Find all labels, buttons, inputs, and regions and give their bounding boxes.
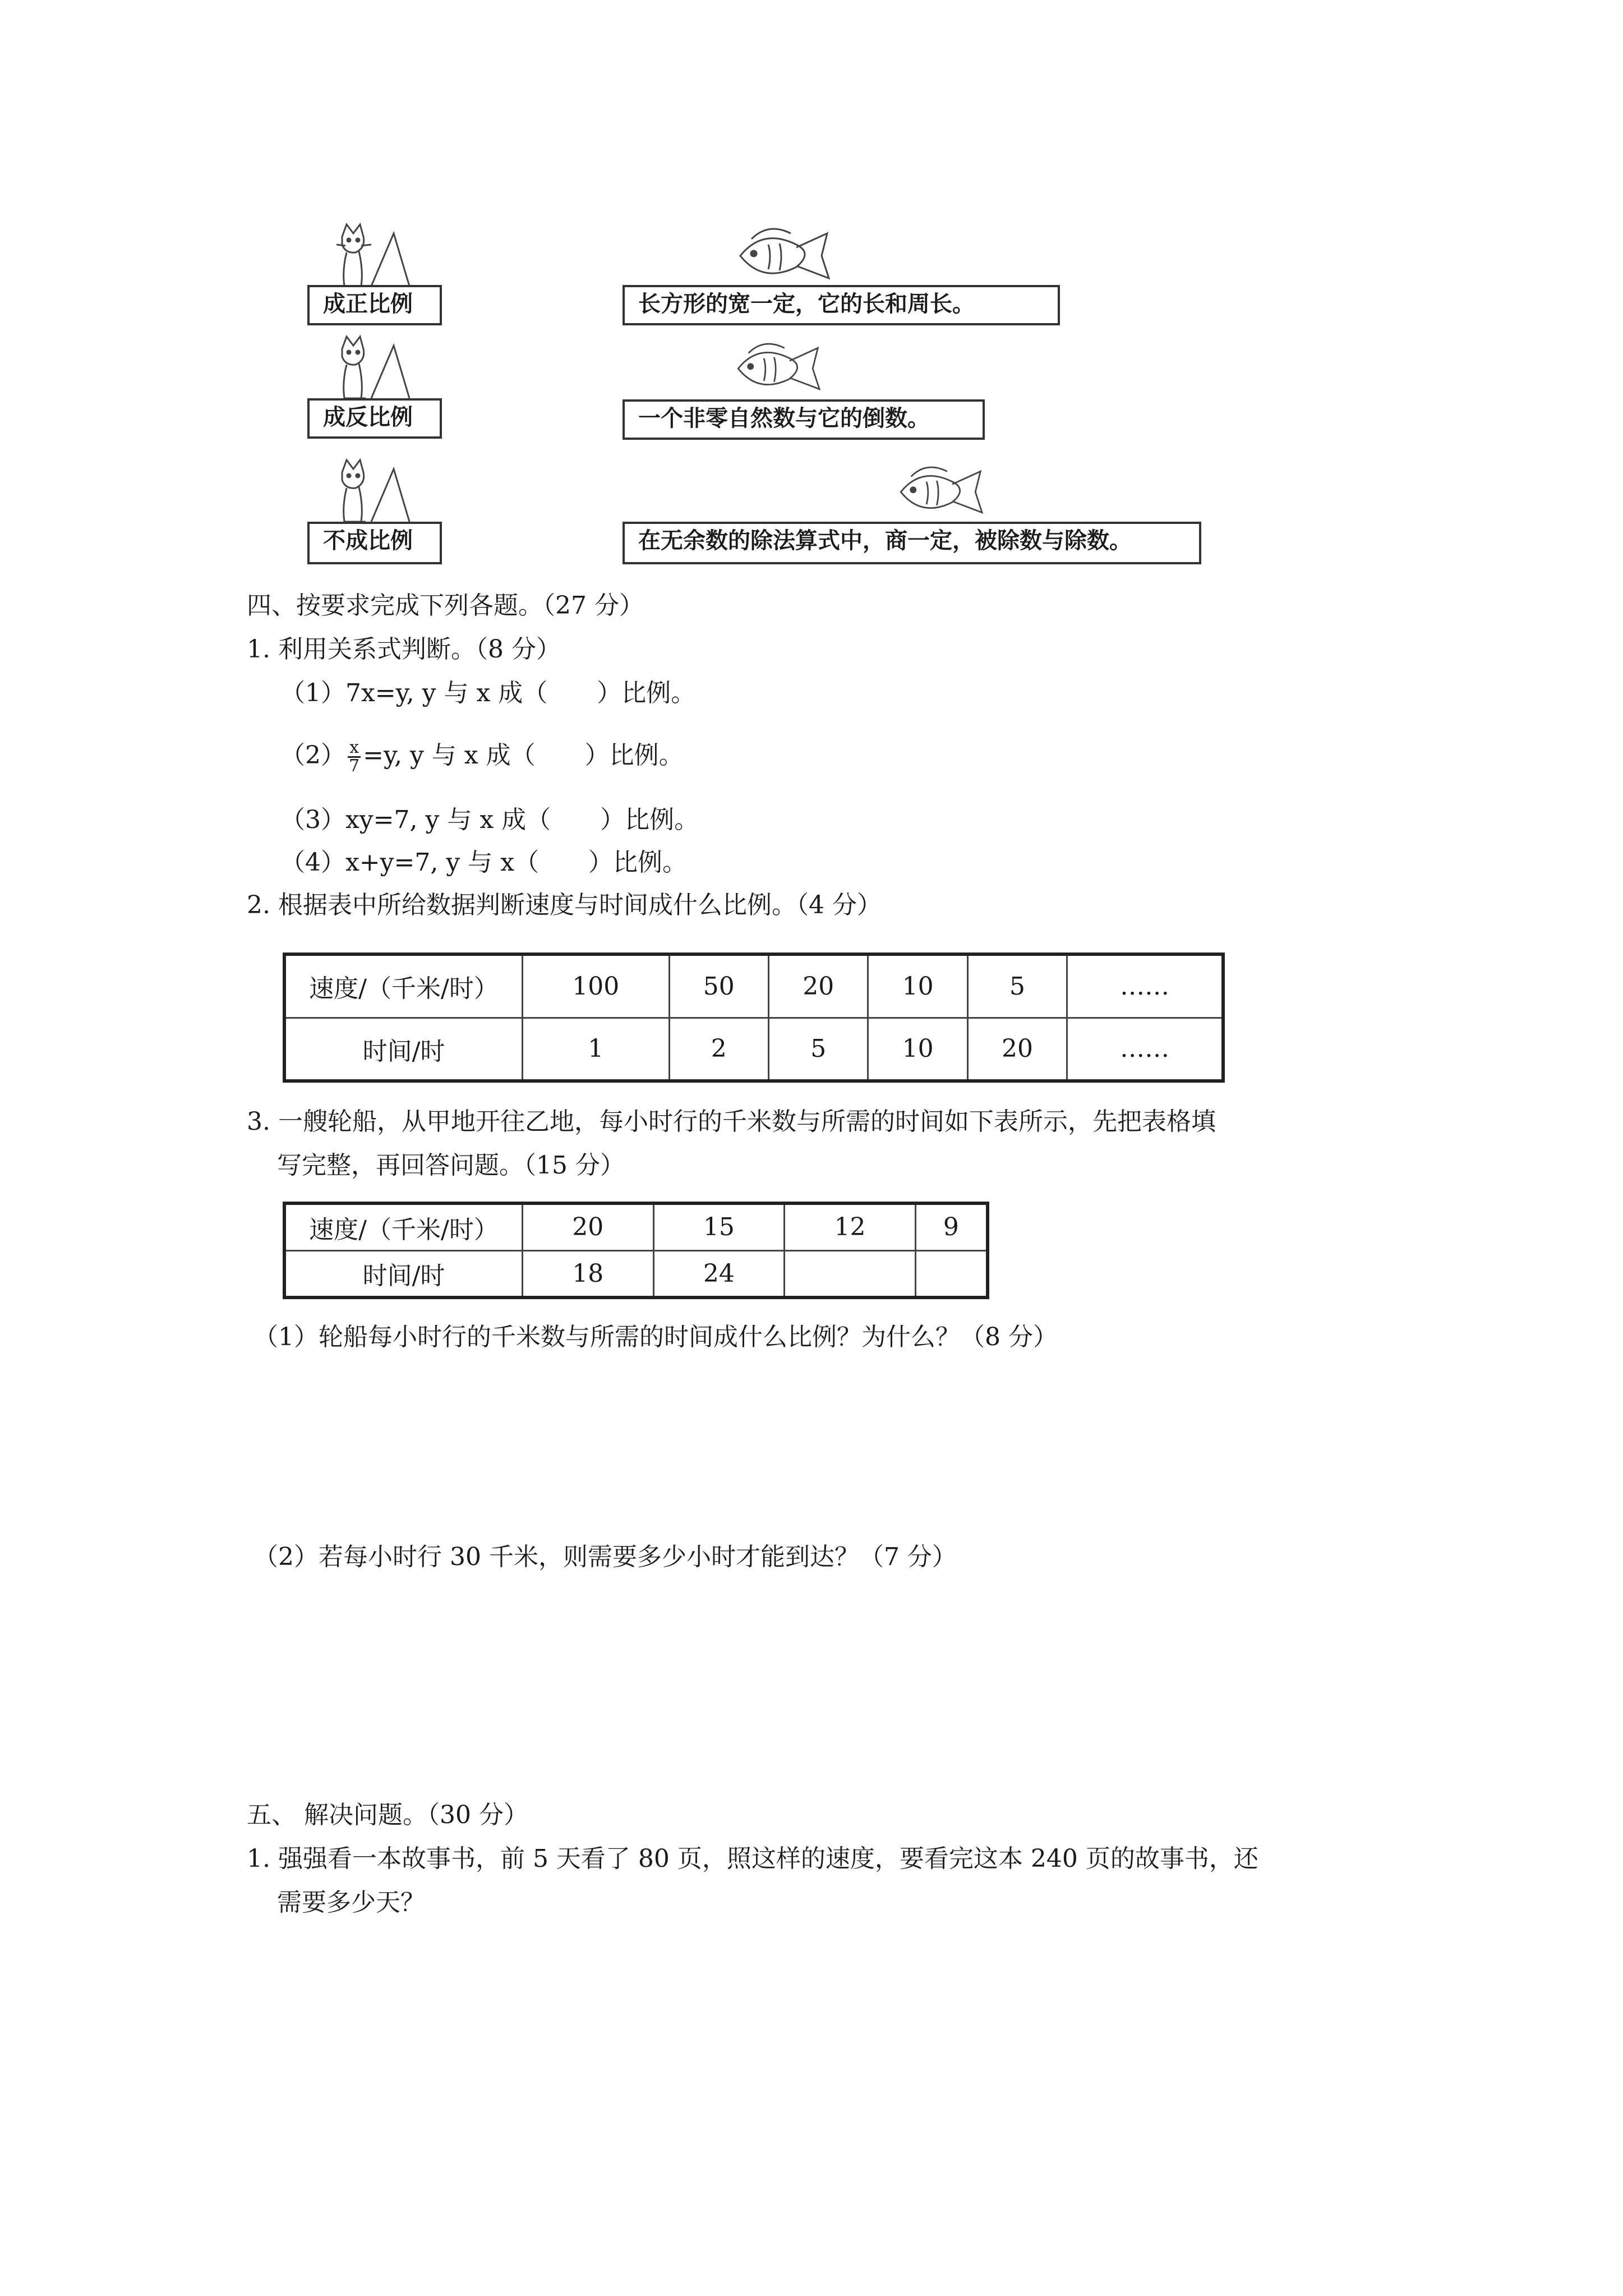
cat-icon (331, 332, 415, 399)
cat-icon (331, 455, 415, 523)
q3-speed-cell: 12 (785, 1203, 916, 1250)
q2-table (283, 953, 1225, 1083)
fish-icon (723, 338, 830, 399)
fish-icon (886, 461, 993, 523)
q1-item-2-text: =y, y 与 x 成（ ）比例。 (363, 741, 684, 770)
q2-time-cell: …… (1067, 1018, 1223, 1081)
q1-item-2 (280, 739, 684, 775)
q3-time-cell-blank[interactable] (915, 1250, 988, 1297)
section5-heading: 五、 解决问题。（30 分） (247, 1801, 528, 1829)
q2-time-cell: 5 (769, 1018, 868, 1081)
q2-row2-label: 时间/时 (284, 1018, 523, 1081)
q1-item-3: （3）xy=7, y 与 x 成（ ）比例。 (280, 806, 699, 834)
match-left-box-1: 成正比例 (307, 285, 442, 325)
q3-row1-label: 速度/（千米/时） (284, 1203, 523, 1250)
q2-time-cell: 1 (523, 1018, 670, 1081)
q2-speed-cell: 10 (868, 954, 967, 1018)
q3-sub2: （2）若每小时行 30 千米，则需要多少小时才能到达？（7 分） (253, 1543, 957, 1571)
q3-sub1: （1）轮船每小时行的千米数与所需的时间成什么比例？为什么？（8 分） (253, 1323, 1058, 1351)
cat-icon (331, 220, 415, 287)
section4-heading: 四、按要求完成下列各题。（27 分） (247, 591, 644, 620)
q3-table (283, 1202, 989, 1299)
q3-time-cell: 24 (653, 1250, 785, 1297)
q1-item-1: （1）7x=y, y 与 x 成（ ）比例。 (280, 679, 696, 707)
s5-q1-line1: 1. 强强看一本故事书，前 5 天看了 80 页，照这样的速度，要看完这本 240 页的故事书，还 (247, 1844, 1258, 1873)
q3-row2-label: 时间/时 (284, 1250, 523, 1297)
q3-title-line2: 写完整，再回答问题。（15 分） (277, 1151, 625, 1180)
q2-title: 2. 根据表中所给数据判断速度与时间成什么比例。（4 分） (247, 891, 882, 919)
match-right-box-3: 在无余数的除法算式中，商一定，被除数与除数。 (623, 522, 1201, 564)
q1-item-4: （4）x+y=7, y 与 x（ ）比例。 (280, 848, 688, 877)
match-right-box-1: 长方形的宽一定，它的长和周长。 (623, 285, 1060, 325)
q2-time-cell: 2 (669, 1018, 768, 1081)
fish-icon (729, 222, 836, 289)
q2-speed-cell: 100 (523, 954, 670, 1018)
table-row (284, 1250, 988, 1297)
q1-title: 1. 利用关系式判断。（8 分） (247, 635, 561, 664)
q3-speed-cell: 15 (653, 1203, 785, 1250)
q2-speed-cell: …… (1067, 954, 1223, 1018)
s5-q1-line2: 需要多少天？ (277, 1888, 425, 1917)
q3-title-line1: 3. 一艘轮船，从甲地开往乙地，每小时行的千米数与所需的时间如下表所示，先把表格填 (247, 1107, 1216, 1136)
q3-speed-cell: 9 (915, 1203, 988, 1250)
q3-time-cell-blank[interactable] (785, 1250, 916, 1297)
q2-time-cell: 10 (868, 1018, 967, 1081)
table-row (284, 954, 1223, 1018)
q2-time-cell: 20 (967, 1018, 1067, 1081)
match-left-box-2: 成反比例 (307, 398, 442, 439)
q2-speed-cell: 20 (769, 954, 868, 1018)
fraction-numerator: x (348, 739, 361, 758)
q3-time-cell: 18 (523, 1250, 654, 1297)
q2-row1-label: 速度/（千米/时） (284, 954, 523, 1018)
fraction-denominator: 7 (349, 756, 360, 776)
q3-speed-cell: 20 (523, 1203, 654, 1250)
q2-speed-cell: 50 (669, 954, 768, 1018)
q2-speed-cell: 5 (967, 954, 1067, 1018)
table-row (284, 1203, 988, 1250)
q1-item-2-prefix: （2） (280, 741, 345, 770)
fraction-x-over-7 (348, 739, 361, 775)
match-left-box-3: 不成比例 (307, 522, 442, 564)
match-right-box-2: 一个非零自然数与它的倒数。 (623, 399, 985, 440)
table-row (284, 1018, 1223, 1081)
